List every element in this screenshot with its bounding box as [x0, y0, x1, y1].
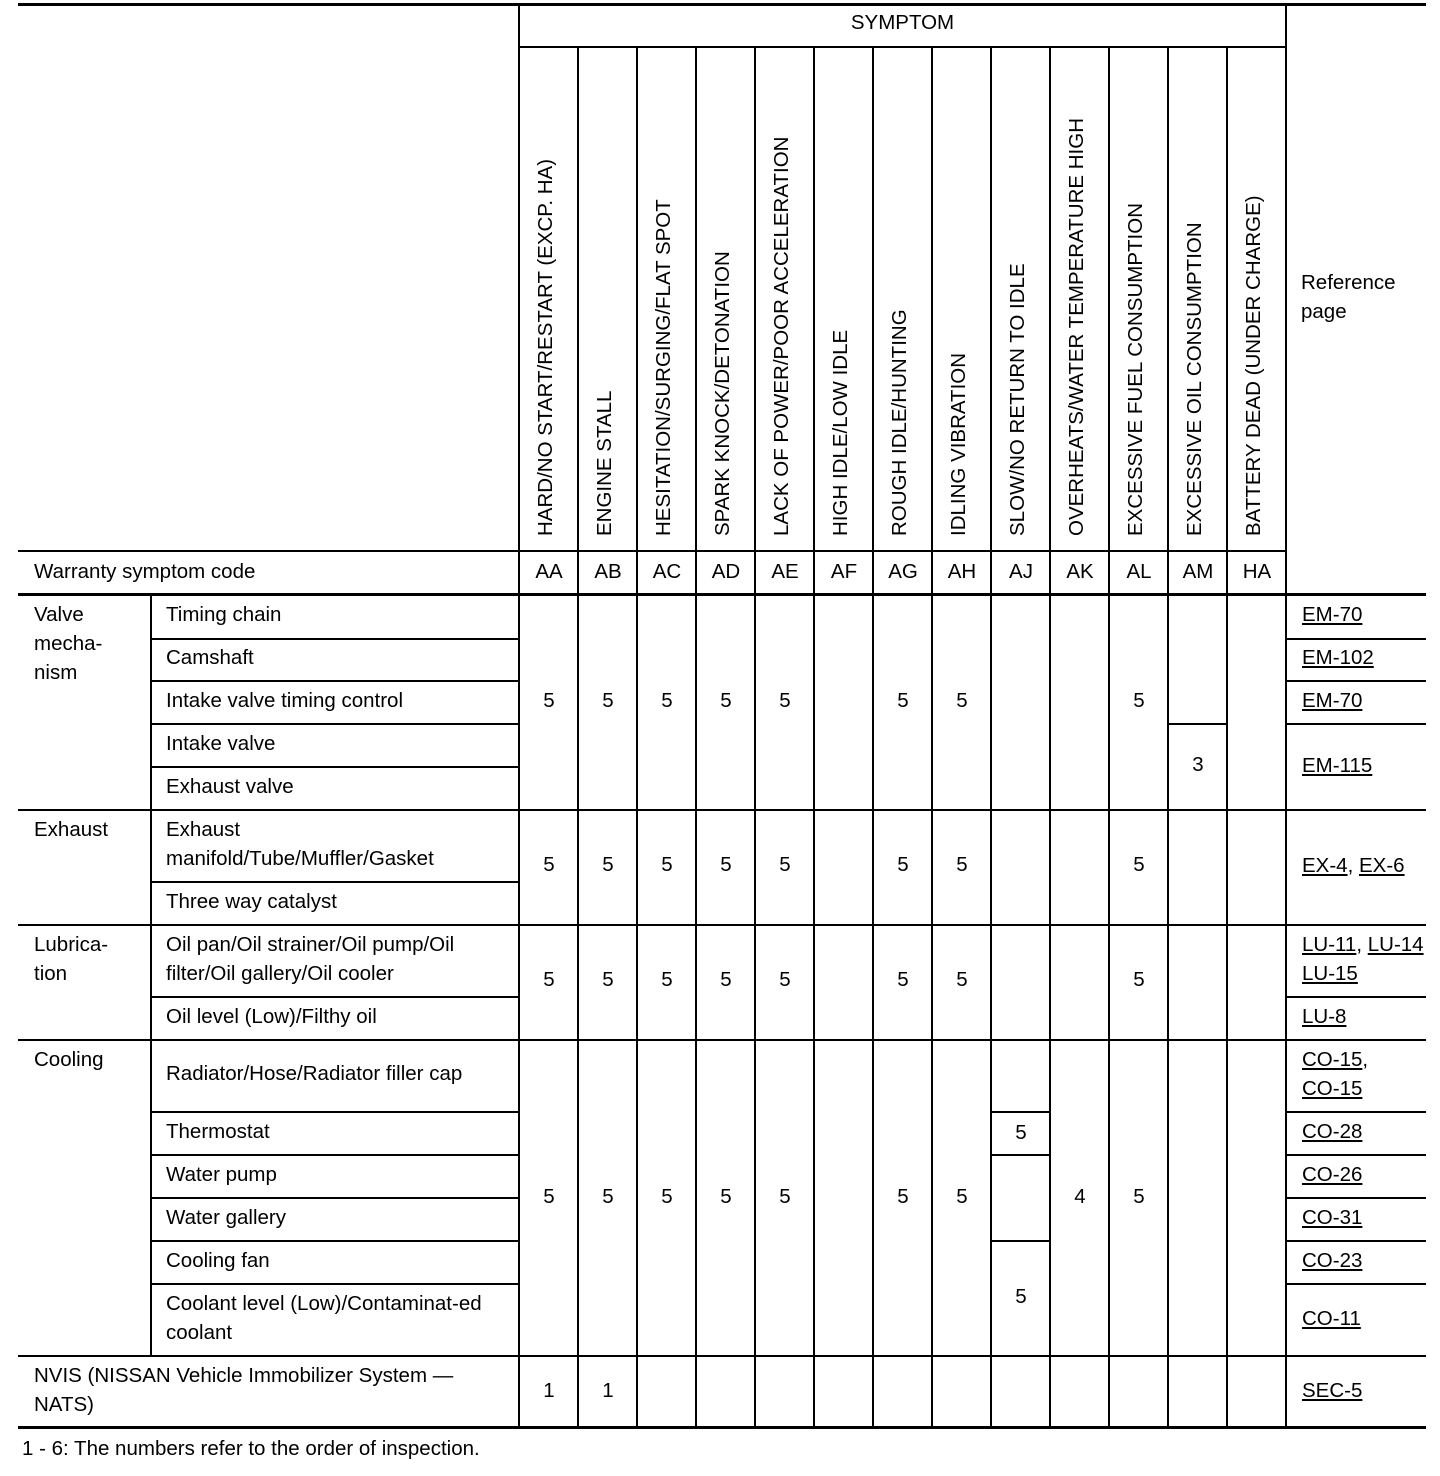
row-rule — [150, 1154, 519, 1156]
symptom-col-header: SPARK KNOCK/DETONATION — [711, 251, 734, 536]
row-rule — [150, 680, 519, 682]
symptom-col-header: EXCESSIVE FUEL CONSUMPTION — [1124, 203, 1147, 536]
rating-cell: 5 — [602, 968, 614, 991]
rating-cell: 5 — [779, 968, 791, 991]
rating-cell: 5 — [720, 968, 732, 991]
rating-cell: 5 — [543, 853, 555, 876]
reference-link[interactable]: LU-14 — [1367, 933, 1424, 956]
item-label: Intake valve timing control — [166, 689, 404, 712]
group-label-lubrication: Lubrica-tion — [34, 933, 109, 985]
col-rule — [150, 595, 152, 1357]
warranty-code: AJ — [1009, 560, 1033, 583]
header-bottom-rule — [18, 593, 1426, 596]
warranty-code: AH — [947, 560, 977, 583]
rating-cell: 5 — [1133, 689, 1145, 712]
rating-cell: 5 — [897, 689, 909, 712]
warranty-code: AG — [888, 560, 918, 583]
group-label-nvis: NVIS (NISSAN Vehicle Immobilizer System — NATS) — [34, 1364, 454, 1416]
code-row-top-rule — [18, 550, 1287, 552]
symptom-col-header: ROUGH IDLE/HUNTING — [888, 309, 911, 536]
symptom-col-header: IDLING VIBRATION — [947, 352, 970, 536]
rating-cell: 5 — [720, 853, 732, 876]
col-rule — [1285, 3, 1287, 1428]
col-rule — [1167, 46, 1169, 1428]
rating-cell: 5 — [956, 1185, 968, 1208]
reference-link[interactable]: EM-102 — [1302, 646, 1374, 669]
reference-link[interactable]: LU-15 — [1302, 962, 1358, 985]
item-label: Exhaust valve — [166, 775, 294, 798]
col-rule — [754, 46, 756, 1428]
rating-cell: 5 — [602, 853, 614, 876]
row-rule — [150, 1240, 519, 1242]
item-label: Timing chain — [166, 603, 282, 626]
rating-cell: 4 — [1074, 1185, 1086, 1208]
warranty-code: AM — [1182, 560, 1214, 583]
col-rule — [990, 46, 992, 1428]
symptom-col-header: OVERHEATS/WATER TEMPERATURE HIGH — [1065, 117, 1088, 536]
reference-link[interactable]: LU-11 — [1302, 933, 1357, 956]
row-rule — [150, 766, 519, 768]
warranty-label: Warranty symptom code — [34, 560, 256, 583]
warranty-code: AB — [594, 560, 622, 583]
item-label: Radiator/Hose/Radiator filler cap — [166, 1062, 463, 1085]
reference-link[interactable]: EX-6 — [1358, 854, 1405, 877]
reference-cell: EX-4, EX-6 — [1302, 854, 1405, 877]
reference-cell — [1302, 1203, 1362, 1232]
table-top-rule — [18, 3, 1426, 6]
reference-cell — [1302, 1117, 1362, 1146]
reference-link[interactable]: CO-31 — [1302, 1206, 1363, 1229]
warranty-code: AL — [1126, 560, 1152, 583]
rating-cell: 5 — [897, 968, 909, 991]
row-rule — [1287, 638, 1426, 640]
row-rule — [1287, 1283, 1426, 1285]
reference-link[interactable]: EM-70 — [1302, 603, 1363, 626]
warranty-code: AF — [830, 560, 858, 583]
row-rule — [1287, 723, 1426, 725]
reference-header: Reference page — [1301, 271, 1396, 323]
symptom-col-header: HIGH IDLE/LOW IDLE — [829, 329, 852, 536]
reference-link[interactable]: EM-70 — [1302, 689, 1363, 712]
reference-cell: CO-15, — [1302, 1048, 1369, 1071]
rating-cell: 5 — [543, 968, 555, 991]
reference-cell — [1302, 686, 1362, 715]
warranty-code: HA — [1242, 560, 1272, 583]
reference-link[interactable]: EX-4 — [1302, 854, 1348, 877]
rating-cell: 5 — [779, 1185, 791, 1208]
reference-link[interactable]: CO-11 — [1302, 1307, 1361, 1330]
reference-link[interactable]: CO-26 — [1302, 1163, 1363, 1186]
warranty-code: AD — [711, 560, 741, 583]
reference-link[interactable]: CO-23 — [1302, 1249, 1363, 1272]
footnote: 1 - 6: The numbers refer to the order of inspection. — [22, 1437, 480, 1460]
rating-cell: 5 — [956, 968, 968, 991]
row-rule — [150, 1111, 519, 1113]
col-rule — [636, 46, 638, 1428]
group-rule — [18, 924, 1426, 926]
reference-link[interactable]: SEC-5 — [1302, 1379, 1363, 1402]
reference-cell — [1302, 1074, 1362, 1103]
warranty-code: AK — [1066, 560, 1094, 583]
rating-cell: 5 — [1133, 968, 1145, 991]
rating-cell: 5 — [661, 853, 673, 876]
row-rule — [991, 1111, 1051, 1113]
item-label: Oil level (Low)/Filthy oil — [166, 1005, 377, 1028]
item-label: Thermostat — [166, 1120, 270, 1143]
reference-link[interactable]: EM-115 — [1302, 754, 1373, 777]
col-rule — [931, 46, 933, 1428]
reference-cell — [1302, 751, 1372, 780]
item-label: Water gallery — [166, 1206, 286, 1229]
group-rule — [18, 1355, 1426, 1357]
reference-link[interactable]: CO-15 — [1302, 1048, 1363, 1071]
item-label: Camshaft — [166, 646, 254, 669]
symptom-col-header: EXCESSIVE OIL CONSUMPTION — [1183, 222, 1206, 536]
row-rule — [1287, 1240, 1426, 1242]
rating-cell: 5 — [720, 689, 732, 712]
rating-cell: 5 — [661, 689, 673, 712]
item-label: Exhaust manifold/Tube/Muffler/Gasket — [166, 818, 434, 870]
rating-cell: 5 — [661, 968, 673, 991]
warranty-code: AA — [535, 560, 563, 583]
col-rule — [577, 46, 579, 1428]
reference-cell — [1302, 643, 1374, 672]
reference-cell — [1302, 1304, 1361, 1333]
col-rule — [518, 3, 520, 1428]
rating-cell: 1 — [602, 1379, 614, 1402]
rating-cell: 5 — [897, 1185, 909, 1208]
row-rule — [150, 1197, 519, 1199]
reference-cell — [1302, 600, 1362, 629]
reference-cell — [1302, 1376, 1362, 1405]
item-label: Coolant level (Low)/Contaminat-ed coolant — [166, 1292, 482, 1344]
reference-link[interactable]: CO-15 — [1302, 1077, 1363, 1100]
table-bottom-rule — [18, 1426, 1426, 1429]
group-label-valve: Valve mecha-nism — [34, 603, 103, 684]
row-rule — [991, 1154, 1051, 1156]
rating-cell: 5 — [779, 689, 791, 712]
row-rule — [150, 881, 519, 883]
row-rule — [150, 996, 519, 998]
rating-cell: 5 — [543, 1185, 555, 1208]
reference-cell — [1302, 1246, 1362, 1275]
symptom-col-header: SLOW/NO RETURN TO IDLE — [1006, 263, 1029, 536]
group-label-cooling: Cooling — [34, 1048, 104, 1071]
warranty-code: AC — [652, 560, 682, 583]
rating-cell: 5 — [661, 1185, 673, 1208]
rating-cell: 5 — [779, 853, 791, 876]
rating-cell: 5 — [1015, 1121, 1027, 1144]
col-rule — [1108, 46, 1110, 1428]
rating-cell: 5 — [1015, 1285, 1027, 1308]
row-rule — [150, 723, 519, 725]
reference-link[interactable]: CO-28 — [1302, 1120, 1363, 1143]
symptom-col-header: BATTERY DEAD (UNDER CHARGE) — [1242, 195, 1265, 536]
rating-cell: 3 — [1192, 753, 1204, 776]
rating-cell: 5 — [602, 1185, 614, 1208]
row-rule — [1287, 680, 1426, 682]
reference-cell — [1302, 959, 1358, 988]
row-rule — [1168, 723, 1227, 725]
rating-cell: 5 — [720, 1185, 732, 1208]
row-rule — [1287, 1111, 1426, 1113]
item-label: Water pump — [166, 1163, 277, 1186]
rating-cell: 5 — [602, 689, 614, 712]
col-rule — [1226, 46, 1228, 1428]
symptom-col-header: HESITATION/SURGING/FLAT SPOT — [652, 199, 675, 536]
item-label: Oil pan/Oil strainer/Oil pump/Oil filter/Oil gallery/Oil cooler — [166, 933, 455, 985]
symptom-header: SYMPTOM — [850, 11, 955, 34]
warranty-code: AE — [771, 560, 799, 583]
reference-link[interactable]: LU-8 — [1302, 1005, 1347, 1028]
col-rule — [1049, 46, 1051, 1428]
rating-cell: 1 — [543, 1379, 555, 1402]
col-rule — [872, 46, 874, 1428]
symptom-header-rule — [518, 46, 1287, 48]
symptom-col-header: ENGINE STALL — [593, 390, 616, 536]
group-label-exhaust: Exhaust — [34, 818, 109, 841]
symptom-col-header: LACK OF POWER/POOR ACCELERATION — [770, 136, 793, 536]
row-rule — [991, 1240, 1051, 1242]
group-rule — [18, 809, 1426, 811]
rating-cell: 5 — [956, 689, 968, 712]
item-label: Cooling fan — [166, 1249, 270, 1272]
reference-cell: LU-11, LU-14 — [1302, 933, 1424, 956]
symptom-col-header: HARD/NO START/RESTART (EXCP. HA) — [534, 158, 557, 536]
col-rule — [813, 46, 815, 1428]
rating-cell: 5 — [897, 853, 909, 876]
item-label: Three way catalyst — [166, 890, 337, 913]
row-rule — [1287, 1154, 1426, 1156]
row-rule — [150, 638, 519, 640]
reference-cell — [1302, 1160, 1362, 1189]
reference-cell — [1302, 1002, 1346, 1031]
row-rule — [1287, 996, 1426, 998]
rating-cell: 5 — [1133, 1185, 1145, 1208]
col-rule — [695, 46, 697, 1428]
item-label: Intake valve — [166, 732, 276, 755]
rating-cell: 5 — [1133, 853, 1145, 876]
row-rule — [1287, 1197, 1426, 1199]
row-rule — [150, 1283, 519, 1285]
group-rule — [18, 1039, 1426, 1041]
rating-cell: 5 — [543, 689, 555, 712]
rating-cell: 5 — [956, 853, 968, 876]
